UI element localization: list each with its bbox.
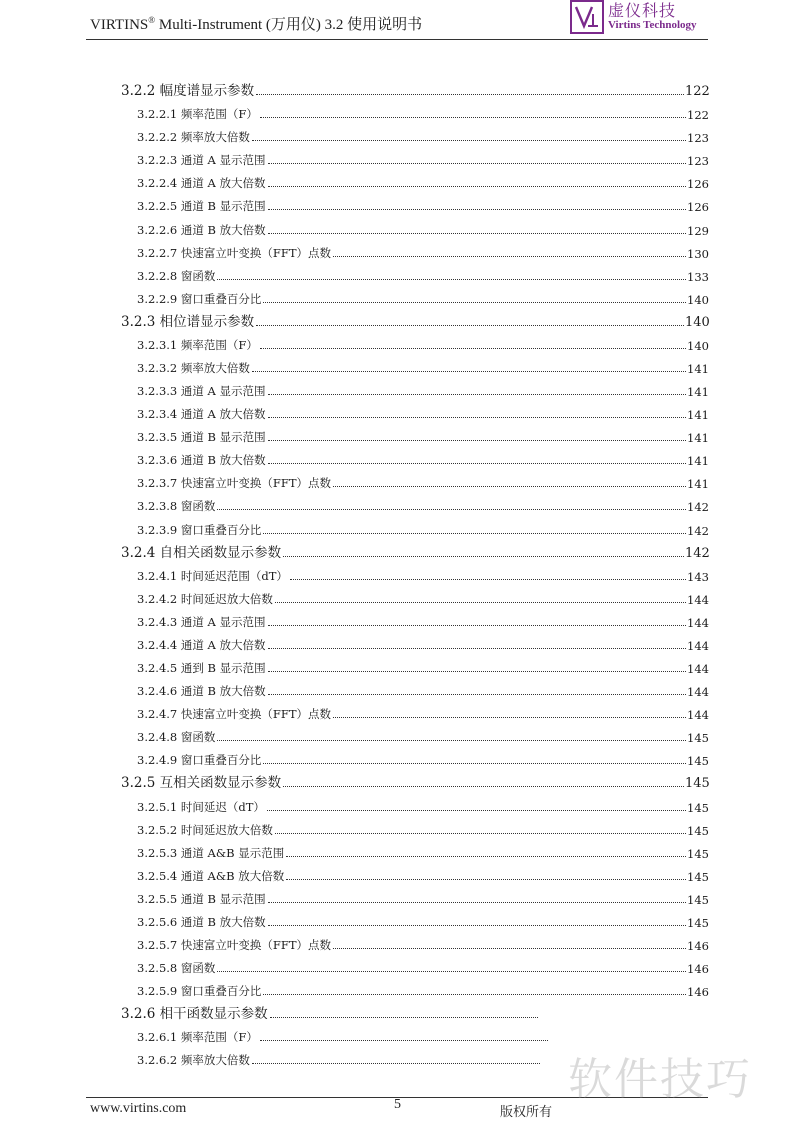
toc-subsection-entry[interactable] xyxy=(0,953,800,976)
toc-page-number: 145 xyxy=(687,892,709,907)
toc-dot-leader xyxy=(333,948,686,949)
toc-page-number: 140 xyxy=(687,338,709,353)
toc-subsection-entry[interactable] xyxy=(0,353,800,376)
toc-subsection-entry[interactable] xyxy=(0,930,800,953)
toc-entry-label: 3.2.6.1 频率范围（F） xyxy=(137,1030,258,1045)
toc-entry-label: 3.2.2.1 频率范围（F） xyxy=(137,107,258,122)
virtins-logo-icon xyxy=(570,0,604,34)
toc-entry-label: 3.2.5.7 快速富立叶变换（FFT）点数 xyxy=(137,937,332,952)
toc-page-number: 144 xyxy=(687,662,709,677)
toc-dot-leader xyxy=(270,1017,538,1018)
toc-page-number: 146 xyxy=(687,938,709,953)
toc-entry-label: 3.2.4 自相关函数显示参数 xyxy=(121,544,282,561)
toc-entry-label: 3.2.4.6 通道 B 放大倍数 xyxy=(137,684,266,699)
toc-entry-label: 3.2.4.1 时间延迟范围（dT） xyxy=(137,568,288,583)
toc-page-number: 122 xyxy=(687,108,709,123)
toc-dot-leader xyxy=(267,810,686,811)
toc-page-number: 145 xyxy=(687,800,709,815)
toc-section-entry[interactable] xyxy=(0,538,800,561)
toc-dot-leader xyxy=(268,440,686,441)
toc-subsection-entry[interactable] xyxy=(0,653,800,676)
toc-page-number: 129 xyxy=(687,223,709,238)
toc-entry-label: 3.2.5.8 窗函数 xyxy=(137,961,216,976)
toc-subsection-entry[interactable] xyxy=(0,168,800,191)
toc-subsection-entry[interactable] xyxy=(0,214,800,237)
toc-dot-leader xyxy=(268,394,686,395)
toc-dot-leader xyxy=(268,186,686,187)
toc-subsection-entry[interactable] xyxy=(0,122,800,145)
toc-page-number: 142 xyxy=(687,500,709,515)
toc-dot-leader xyxy=(268,671,686,672)
toc-page-number: 133 xyxy=(687,269,709,284)
toc-subsection-entry[interactable] xyxy=(0,422,800,445)
toc-entry-label: 3.2.4.3 通道 A 显示范围 xyxy=(137,614,266,629)
toc-dot-leader xyxy=(268,163,686,164)
toc-subsection-entry[interactable] xyxy=(0,284,800,307)
toc-page-number: 123 xyxy=(687,154,709,169)
toc-page-number: 146 xyxy=(687,985,709,1000)
toc-page-number: 143 xyxy=(687,569,709,584)
toc-entry-label: 3.2.2.3 通道 A 显示范围 xyxy=(137,153,266,168)
toc-dot-leader xyxy=(263,994,686,995)
document-header-title xyxy=(90,13,422,34)
toc-subsection-entry[interactable] xyxy=(0,561,800,584)
toc-subsection-entry[interactable] xyxy=(0,376,800,399)
toc-section-entry[interactable] xyxy=(0,999,800,1022)
watermark-text: 软件技巧 xyxy=(568,1054,752,1105)
footer-copyright: 版权所有 xyxy=(500,1105,553,1120)
toc-entry-label: 3.2.6.2 频率放大倍数 xyxy=(137,1053,250,1068)
toc-dot-leader xyxy=(283,786,684,787)
toc-subsection-entry[interactable] xyxy=(0,145,800,168)
toc-page-number: 140 xyxy=(687,292,709,307)
toc-dot-leader xyxy=(263,533,686,534)
toc-page-number: 141 xyxy=(687,408,709,423)
registered-mark: ® xyxy=(148,15,156,25)
toc-page-number: 130 xyxy=(687,246,709,261)
toc-page-number: 141 xyxy=(687,362,709,377)
toc-page-number: 145 xyxy=(687,731,709,746)
toc-page-number: 123 xyxy=(687,131,709,146)
toc-entry-label: 3.2.2.6 通道 B 放大倍数 xyxy=(137,222,266,237)
toc-dot-leader xyxy=(286,856,686,857)
toc-page-number: 142 xyxy=(685,545,710,561)
toc-subsection-entry[interactable] xyxy=(0,722,800,745)
toc-subsection-entry[interactable] xyxy=(0,861,800,884)
toc-entry-label: 3.2.2.2 频率放大倍数 xyxy=(137,130,250,145)
toc-subsection-entry[interactable] xyxy=(0,491,800,514)
header-title-rest: Multi-Instrument (万用仪) 3.2 使用说明书 xyxy=(155,17,423,33)
toc-dot-leader xyxy=(263,763,686,764)
toc-page-number: 126 xyxy=(687,177,709,192)
toc-dot-leader xyxy=(333,486,686,487)
toc-section-entry[interactable] xyxy=(0,768,800,791)
toc-dot-leader xyxy=(333,717,686,718)
toc-dot-leader xyxy=(268,648,686,649)
toc-subsection-entry[interactable] xyxy=(0,1022,800,1045)
toc-dot-leader xyxy=(268,233,686,234)
toc-entry-label: 3.2.3.3 通道 A 显示范围 xyxy=(137,384,266,399)
logo-chinese-name: 虚仪科技 xyxy=(608,1,677,20)
toc-entry-label: 3.2.2.4 通道 A 放大倍数 xyxy=(137,176,266,191)
toc-entry-label: 3.2.5.5 通道 B 显示范围 xyxy=(137,891,266,906)
footer-page-number: 5 xyxy=(394,1097,401,1112)
toc-subsection-entry[interactable] xyxy=(0,584,800,607)
toc-entry-label: 3.2.4.9 窗口重叠百分比 xyxy=(137,753,262,768)
toc-page-number: 144 xyxy=(687,615,709,630)
toc-dot-leader xyxy=(268,694,686,695)
toc-entry-label: 3.2.2.8 窗函数 xyxy=(137,268,216,283)
toc-entry-label: 3.2.3.5 通道 B 显示范围 xyxy=(137,430,266,445)
toc-dot-leader xyxy=(260,1040,548,1041)
table-of-contents xyxy=(0,76,800,1068)
toc-page-number: 145 xyxy=(687,869,709,884)
toc-dot-leader xyxy=(252,1063,540,1064)
toc-page-number: 141 xyxy=(687,385,709,400)
toc-subsection-entry[interactable] xyxy=(0,676,800,699)
toc-page-number: 144 xyxy=(687,708,709,723)
toc-dot-leader xyxy=(256,325,684,326)
toc-page-number: 144 xyxy=(687,685,709,700)
toc-dot-leader xyxy=(217,509,686,510)
toc-page-number: 144 xyxy=(687,638,709,653)
toc-entry-label: 3.2.5.9 窗口重叠百分比 xyxy=(137,984,262,999)
toc-subsection-entry[interactable] xyxy=(0,745,800,768)
toc-entry-label: 3.2.3.4 通道 A 放大倍数 xyxy=(137,407,266,422)
toc-dot-leader xyxy=(263,302,686,303)
header-divider xyxy=(86,39,708,40)
toc-dot-leader xyxy=(252,371,686,372)
toc-entry-label: 3.2.5 互相关函数显示参数 xyxy=(121,775,282,792)
toc-dot-leader xyxy=(260,117,686,118)
toc-subsection-entry[interactable] xyxy=(0,607,800,630)
toc-dot-leader xyxy=(283,556,684,557)
toc-entry-label: 3.2.3.8 窗函数 xyxy=(137,499,216,514)
toc-subsection-entry[interactable] xyxy=(0,791,800,814)
toc-dot-leader xyxy=(268,902,686,903)
toc-entry-label: 3.2.5.1 时间延迟（dT） xyxy=(137,799,265,814)
toc-dot-leader xyxy=(217,740,686,741)
toc-dot-leader xyxy=(252,140,686,141)
toc-subsection-entry[interactable] xyxy=(0,330,800,353)
toc-subsection-entry[interactable] xyxy=(0,907,800,930)
toc-entry-label: 3.2.6 相干函数显示参数 xyxy=(121,1006,268,1023)
toc-dot-leader xyxy=(290,579,686,580)
toc-page-number: 122 xyxy=(685,84,710,100)
toc-subsection-entry[interactable] xyxy=(0,99,800,122)
toc-page-number: 145 xyxy=(687,846,709,861)
toc-page-number: 141 xyxy=(687,431,709,446)
toc-page-number: 126 xyxy=(687,200,709,215)
toc-dot-leader xyxy=(268,625,686,626)
toc-entry-label: 3.2.4.2 时间延迟放大倍数 xyxy=(137,591,273,606)
toc-entry-label: 3.2.3.1 频率范围（F） xyxy=(137,337,258,352)
toc-subsection-entry[interactable] xyxy=(0,261,800,284)
toc-subsection-entry[interactable] xyxy=(0,976,800,999)
toc-page-number: 145 xyxy=(687,915,709,930)
toc-subsection-entry[interactable] xyxy=(0,630,800,653)
toc-page-number: 141 xyxy=(687,454,709,469)
toc-subsection-entry[interactable] xyxy=(0,514,800,537)
virtins-logo xyxy=(570,0,710,36)
toc-dot-leader xyxy=(268,925,686,926)
toc-dot-leader xyxy=(268,417,686,418)
toc-entry-label: 3.2.2.9 窗口重叠百分比 xyxy=(137,291,262,306)
toc-dot-leader xyxy=(260,348,686,349)
toc-section-entry[interactable] xyxy=(0,307,800,330)
toc-subsection-entry[interactable] xyxy=(0,445,800,468)
toc-subsection-entry[interactable] xyxy=(0,838,800,861)
toc-page-number: 145 xyxy=(685,776,710,792)
toc-subsection-entry[interactable] xyxy=(0,399,800,422)
toc-entry-label: 3.2.5.4 通道 A&B 放大倍数 xyxy=(137,868,285,883)
toc-entry-label: 3.2.3.6 通道 B 放大倍数 xyxy=(137,453,266,468)
toc-entry-label: 3.2.3.9 窗口重叠百分比 xyxy=(137,522,262,537)
toc-entry-label: 3.2.3 相位谱显示参数 xyxy=(121,313,255,330)
toc-entry-label: 3.2.2.7 快速富立叶变换（FFT）点数 xyxy=(137,245,332,260)
toc-dot-leader xyxy=(217,279,686,280)
toc-dot-leader xyxy=(256,94,684,95)
toc-entry-label: 3.2.5.2 时间延迟放大倍数 xyxy=(137,822,273,837)
toc-entry-label: 3.2.5.6 通道 B 放大倍数 xyxy=(137,914,266,929)
toc-entry-label: 3.2.4.5 通到 B 显示范围 xyxy=(137,661,266,676)
header-brand: VIRTINS xyxy=(90,17,149,33)
toc-page-number: 145 xyxy=(687,754,709,769)
toc-entry-label: 3.2.2.5 通道 B 显示范围 xyxy=(137,199,266,214)
toc-dot-leader xyxy=(286,879,686,880)
toc-entry-label: 3.2.4.4 通道 A 放大倍数 xyxy=(137,637,266,652)
toc-section-entry[interactable] xyxy=(0,76,800,99)
toc-entry-label: 3.2.4.7 快速富立叶变换（FFT）点数 xyxy=(137,707,332,722)
toc-subsection-entry[interactable] xyxy=(0,238,800,261)
toc-dot-leader xyxy=(217,971,686,972)
toc-dot-leader xyxy=(275,833,686,834)
toc-page-number: 144 xyxy=(687,592,709,607)
toc-subsection-entry[interactable] xyxy=(0,191,800,214)
toc-dot-leader xyxy=(268,463,686,464)
footer-website[interactable]: www.virtins.com xyxy=(90,1101,187,1116)
toc-dot-leader xyxy=(333,256,686,257)
toc-page-number: 142 xyxy=(687,523,709,538)
toc-entry-label: 3.2.3.7 快速富立叶变换（FFT）点数 xyxy=(137,476,332,491)
toc-entry-label: 3.2.5.3 通道 A&B 显示范围 xyxy=(137,845,285,860)
toc-entry-label: 3.2.2 幅度谱显示参数 xyxy=(121,83,255,100)
toc-dot-leader xyxy=(275,602,686,603)
toc-page-number: 146 xyxy=(687,962,709,977)
toc-page-number: 140 xyxy=(685,314,710,330)
logo-english-name: Virtins Technology xyxy=(608,19,697,31)
toc-entry-label: 3.2.3.2 频率放大倍数 xyxy=(137,361,250,376)
toc-page-number: 145 xyxy=(687,823,709,838)
toc-page-number: 141 xyxy=(687,477,709,492)
toc-dot-leader xyxy=(268,209,686,210)
toc-subsection-entry[interactable] xyxy=(0,468,800,491)
toc-subsection-entry[interactable] xyxy=(0,699,800,722)
toc-subsection-entry[interactable] xyxy=(0,884,800,907)
toc-entry-label: 3.2.4.8 窗函数 xyxy=(137,730,216,745)
toc-subsection-entry[interactable] xyxy=(0,815,800,838)
